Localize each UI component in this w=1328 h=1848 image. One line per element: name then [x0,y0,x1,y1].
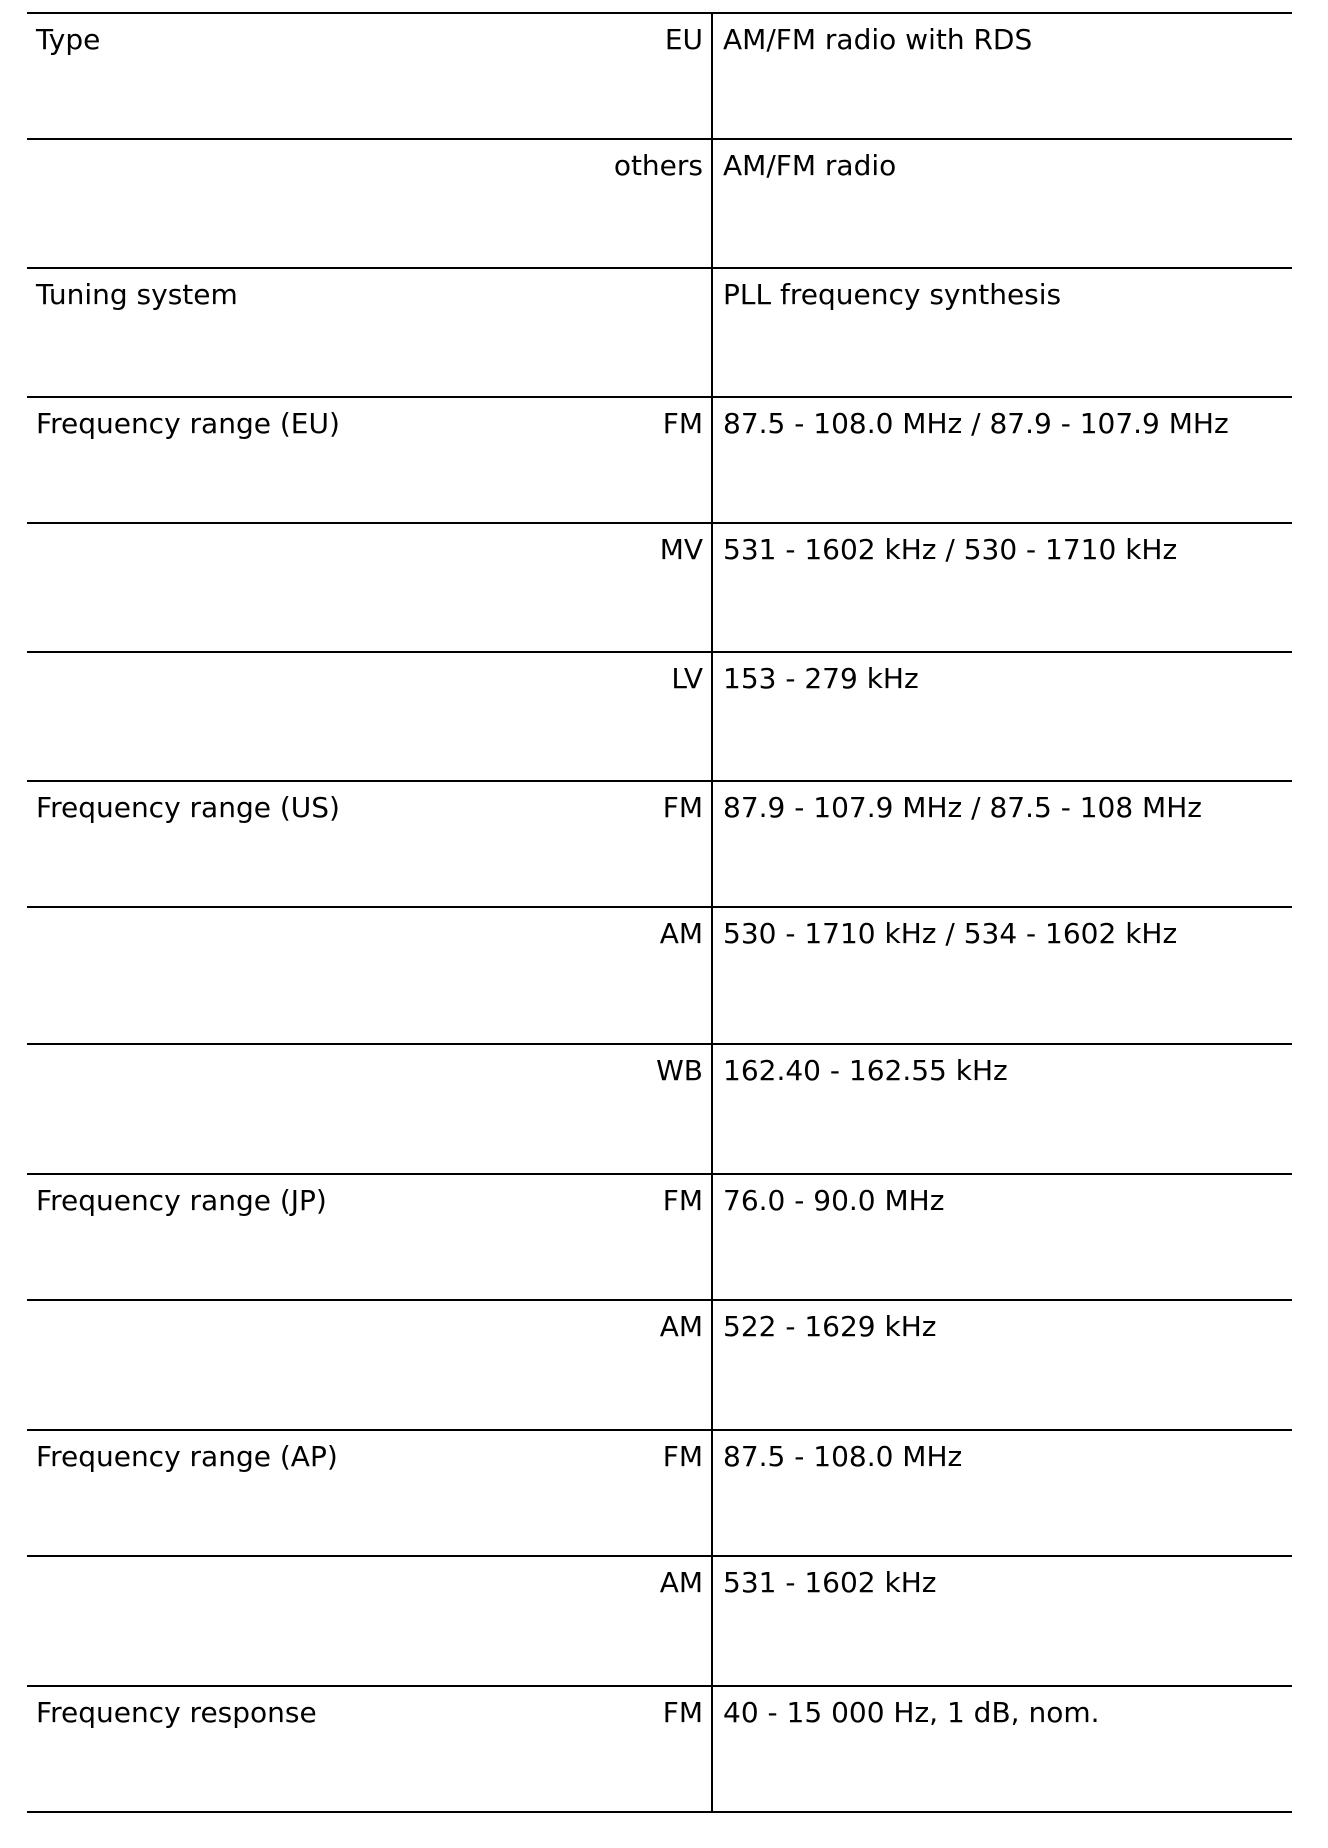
table-row [27,523,1292,652]
table-row [27,1686,1292,1812]
spec-band: AM [593,1300,712,1430]
table-row [27,907,1292,1044]
spec-band: FM [593,781,712,907]
table-row [27,781,1292,907]
spec-value: 87.9 - 107.9 MHz / 87.5 - 108 MHz [712,781,1292,907]
spec-value: 530 - 1710 kHz / 534 - 1602 kHz [712,907,1292,1044]
table-row [27,1044,1292,1174]
spec-label [27,523,593,652]
spec-band: FM [593,1430,712,1556]
spec-label [27,652,593,781]
spec-label: Frequency range (AP) [27,1430,593,1556]
radio-specifications-table [27,12,1292,1813]
spec-label [27,139,593,268]
spec-label: Tuning system [27,268,593,397]
spec-band: AM [593,907,712,1044]
spec-value: 76.0 - 90.0 MHz [712,1174,1292,1300]
spec-value: 522 - 1629 kHz [712,1300,1292,1430]
spec-label [27,1044,593,1174]
table-row [27,1174,1292,1300]
spec-value: 153 - 279 kHz [712,652,1292,781]
table-row [27,397,1292,523]
spec-band: LV [593,652,712,781]
spec-band: MV [593,523,712,652]
spec-band: others [593,139,712,268]
spec-band: FM [593,1686,712,1812]
spec-value: 87.5 - 108.0 MHz / 87.9 - 107.9 MHz [712,397,1292,523]
spec-band: WB [593,1044,712,1174]
spec-value: PLL frequency synthesis [712,268,1292,397]
spec-label: Frequency range (JP) [27,1174,593,1300]
spec-label [27,1300,593,1430]
table-row [27,1556,1292,1686]
spec-value: 531 - 1602 kHz [712,1556,1292,1686]
spec-band: FM [593,1174,712,1300]
spec-value: 162.40 - 162.55 kHz [712,1044,1292,1174]
spec-band: AM [593,1556,712,1686]
spec-value: 87.5 - 108.0 MHz [712,1430,1292,1556]
spec-label [27,1556,593,1686]
spec-band: FM [593,397,712,523]
table-row [27,1300,1292,1430]
table-row [27,268,1292,397]
spec-label: Frequency response [27,1686,593,1812]
spec-label: Frequency range (US) [27,781,593,907]
spec-value: AM/FM radio [712,139,1292,268]
spec-label: Frequency range (EU) [27,397,593,523]
table-row [27,652,1292,781]
spec-value: 531 - 1602 kHz / 530 - 1710 kHz [712,523,1292,652]
spec-label [27,907,593,1044]
table-row [27,1430,1292,1556]
table-row [27,139,1292,268]
spec-value: AM/FM radio with RDS [712,13,1292,139]
spec-band [593,268,712,397]
spec-label: Type [27,13,593,139]
spec-band: EU [593,13,712,139]
spec-value: 40 - 15 000 Hz, 1 dB, nom. [712,1686,1292,1812]
table-row [27,13,1292,139]
